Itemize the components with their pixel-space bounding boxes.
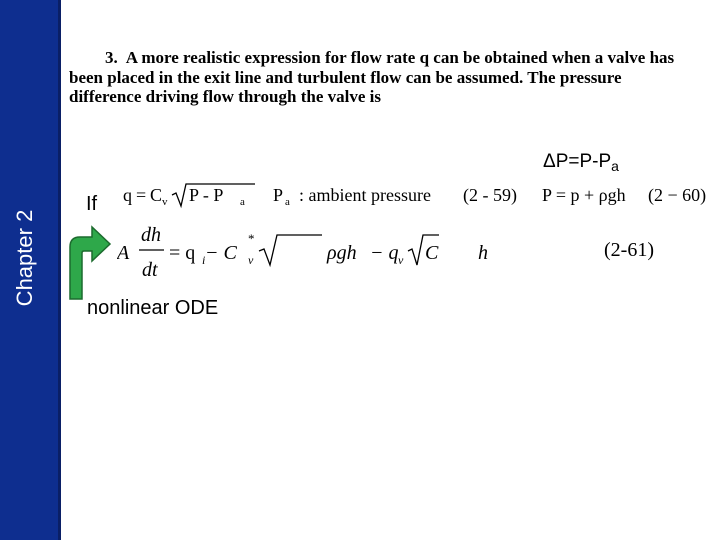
ode-equation — [117, 221, 517, 283]
ode-cv-sub: v — [248, 253, 254, 267]
eq1-radicand: P - P — [189, 185, 224, 205]
arrow-icon — [62, 225, 112, 300]
ode-label: nonlinear ODE — [87, 297, 219, 319]
problem-text: A more realistic expression for flow rate q can be obtained when a valve has been placed in the exit line and turbulent flow can be assumed. The pressure difference driving flow through the valve is — [69, 48, 675, 106]
eq1-cv-sub: v — [162, 196, 168, 208]
pressure-difference — [543, 151, 619, 174]
ode-h: h — [478, 242, 488, 264]
pressure-text: P = p + ρgh — [542, 185, 626, 205]
eq1-radicand-sub: a — [240, 196, 245, 208]
eq-number-2-59: (2 - 59) — [463, 185, 517, 205]
ode-rho-g-h: ρgh — [327, 242, 357, 264]
ambient-sym: P — [273, 185, 284, 205]
ode-A: A — [117, 242, 130, 264]
ode-dh: dh — [141, 224, 161, 246]
ambient-pressure-note — [273, 182, 541, 212]
ode-equals-qi: = q — [169, 242, 196, 264]
ode-sqrt — [259, 235, 322, 265]
problem-paragraph — [69, 48, 679, 107]
ode-qv-sub: v — [398, 253, 404, 267]
ode-dt: dt — [142, 259, 158, 281]
eq1-equals: = — [136, 185, 147, 205]
if-label: If — [86, 193, 98, 215]
ode-cv-sup: * — [248, 231, 255, 246]
problem-number: 3. — [105, 48, 118, 67]
ambient-text: : ambient pressure — [299, 185, 431, 205]
ode-minus-cv: − C — [205, 242, 237, 264]
sidebar-edge — [58, 0, 61, 540]
chapter-label: Chapter 2 — [12, 209, 37, 307]
flow-rate-equation — [123, 180, 263, 212]
eq-number-2-61: (2-61) — [604, 239, 654, 261]
eq1-q: q — [123, 185, 132, 205]
eq1-cv: C — [150, 185, 163, 205]
ode-minus-qv: − q — [370, 242, 399, 264]
ode-qi-sub: i — [202, 253, 206, 267]
pressure-equation — [542, 182, 720, 212]
ambient-sub: a — [285, 196, 290, 208]
pressure-difference-text: ΔP=P-P — [543, 151, 612, 172]
eq-number-2-60: (2 − 60) — [648, 185, 707, 205]
ode-C: C — [425, 242, 439, 264]
pressure-difference-subscript: a — [611, 158, 619, 174]
